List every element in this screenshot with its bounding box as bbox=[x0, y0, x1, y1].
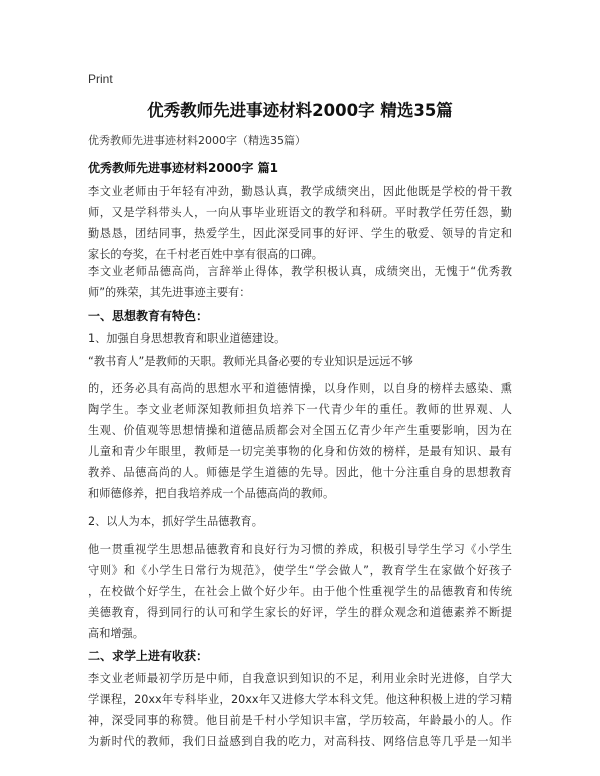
paragraph-line: 教养、品德高尚的人。师德是学生道德的先导。因此，他十分注重自身的思想教育 bbox=[88, 466, 512, 479]
paragraph-line: 守则》和《小学生日常行为规范》，使学生“学会做人”，教育学生在家做个好孩子 bbox=[88, 564, 512, 577]
document-title: 优秀教师先进事迹材料2000字 精选35篇 bbox=[147, 101, 453, 120]
paragraph-line: 陶学生。李文业老师深知教师担负培养下一代青少年的重任。教师的世界观、人 bbox=[88, 403, 512, 416]
paragraph-line: 生观、价值观等思想情操和道德品质都会对全国五亿青少年产生重要影响，因为在 bbox=[88, 424, 512, 437]
paragraph-line: 李文业老师由于年轻有冲劲，勤恳认真，教学成绩突出，因此他既是学校的骨干教 bbox=[88, 185, 512, 198]
paragraph-line: 神，深受同事的称赞。他目前是千村小学知识丰富，学历较高，年龄最小的人。作 bbox=[88, 714, 512, 727]
paragraph-intro bbox=[88, 181, 512, 265]
paragraph-studies bbox=[88, 668, 512, 752]
paragraph-line: 他一贯重视学生思想品德教育和良好行为习惯的养成，积极引导学生学习《小学生 bbox=[88, 543, 512, 556]
paragraph-line: 为新时代的教师，我们日益感到自我的吃力，对高科技、网络信息等几乎是一知半 bbox=[88, 735, 512, 748]
section-heading: 优秀教师先进事迹材料2000字 篇1 bbox=[88, 161, 278, 175]
paragraph-line: 的，还务必具有高尚的思想水平和道德情操，以身作则，以自身的榜样去感染、熏 bbox=[88, 382, 512, 395]
paragraph-teacher-duty bbox=[88, 351, 512, 372]
paragraph-line: 高和增强。 bbox=[88, 627, 144, 640]
list-item-text: 2、以人为本，抓好学生品德教育。 bbox=[88, 515, 263, 528]
paragraph-line: 美德教育，得到同行的认可和学生家长的好评，学生的群众观念和道德素养不断提 bbox=[88, 606, 512, 619]
list-item-1 bbox=[88, 328, 512, 349]
document-subtitle: 优秀教师先进事迹材料2000字（精选35篇） bbox=[88, 134, 306, 147]
paragraph-moral-education bbox=[88, 539, 512, 644]
paragraph-line: 和师德修养，把自我培养成一个品德高尚的教师。 bbox=[88, 487, 335, 500]
heading-studies: 二、求学上进有收获： bbox=[88, 649, 209, 663]
paragraph-line: 家长的夸奖，在千村老百姓中享有很高的口碑。 bbox=[88, 248, 323, 261]
list-item-2 bbox=[88, 511, 512, 532]
paragraph-line: 勤恳恳，团结同事，热爱学生，因此深受同事的好评、学生的敬爱、领导的肯定和 bbox=[88, 227, 512, 240]
paragraph-line: ，在校做个好学生，在社会上做个好少年。由于他个性重视学生的品德教育和传统 bbox=[88, 585, 512, 598]
paragraph-line: 师，又是学科带头人，一向从事毕业班语文的教学和科研。平时教学任劳任怨，勤 bbox=[88, 206, 512, 219]
paragraph-line: 李文业老师品德高尚，言辞举止得体，教学积极认真，成绩突出，无愧于“优秀教 bbox=[88, 265, 512, 278]
list-item-text: 1、加强自身思想教育和职业道德建设。 bbox=[88, 332, 286, 345]
paragraph-line: 儿童和青少年眼里，教师是一切完美事物的化身和仿效的榜样，是最有知识、最有 bbox=[88, 445, 512, 458]
paragraph-summary bbox=[88, 261, 512, 303]
paragraph-line: 学课程，20xx年专科毕业，20xx年又进修大学本科文凭。他这种积极上进的学习精 bbox=[88, 693, 512, 706]
paragraph-ethics bbox=[88, 378, 512, 504]
paragraph-line: “教书育人”是教师的天职。教师光具备必要的专业知识是远远不够 bbox=[88, 355, 413, 368]
print-label: Print bbox=[88, 72, 113, 86]
paragraph-line: 师”的殊荣，其先进事迹主要有： bbox=[88, 286, 251, 299]
paragraph-line: 李文业老师最初学历是中师，自我意识到知识的不足，利用业余时光进修，自学大 bbox=[88, 672, 512, 685]
heading-ideological-education: 一、思想教育有特色： bbox=[88, 309, 209, 323]
